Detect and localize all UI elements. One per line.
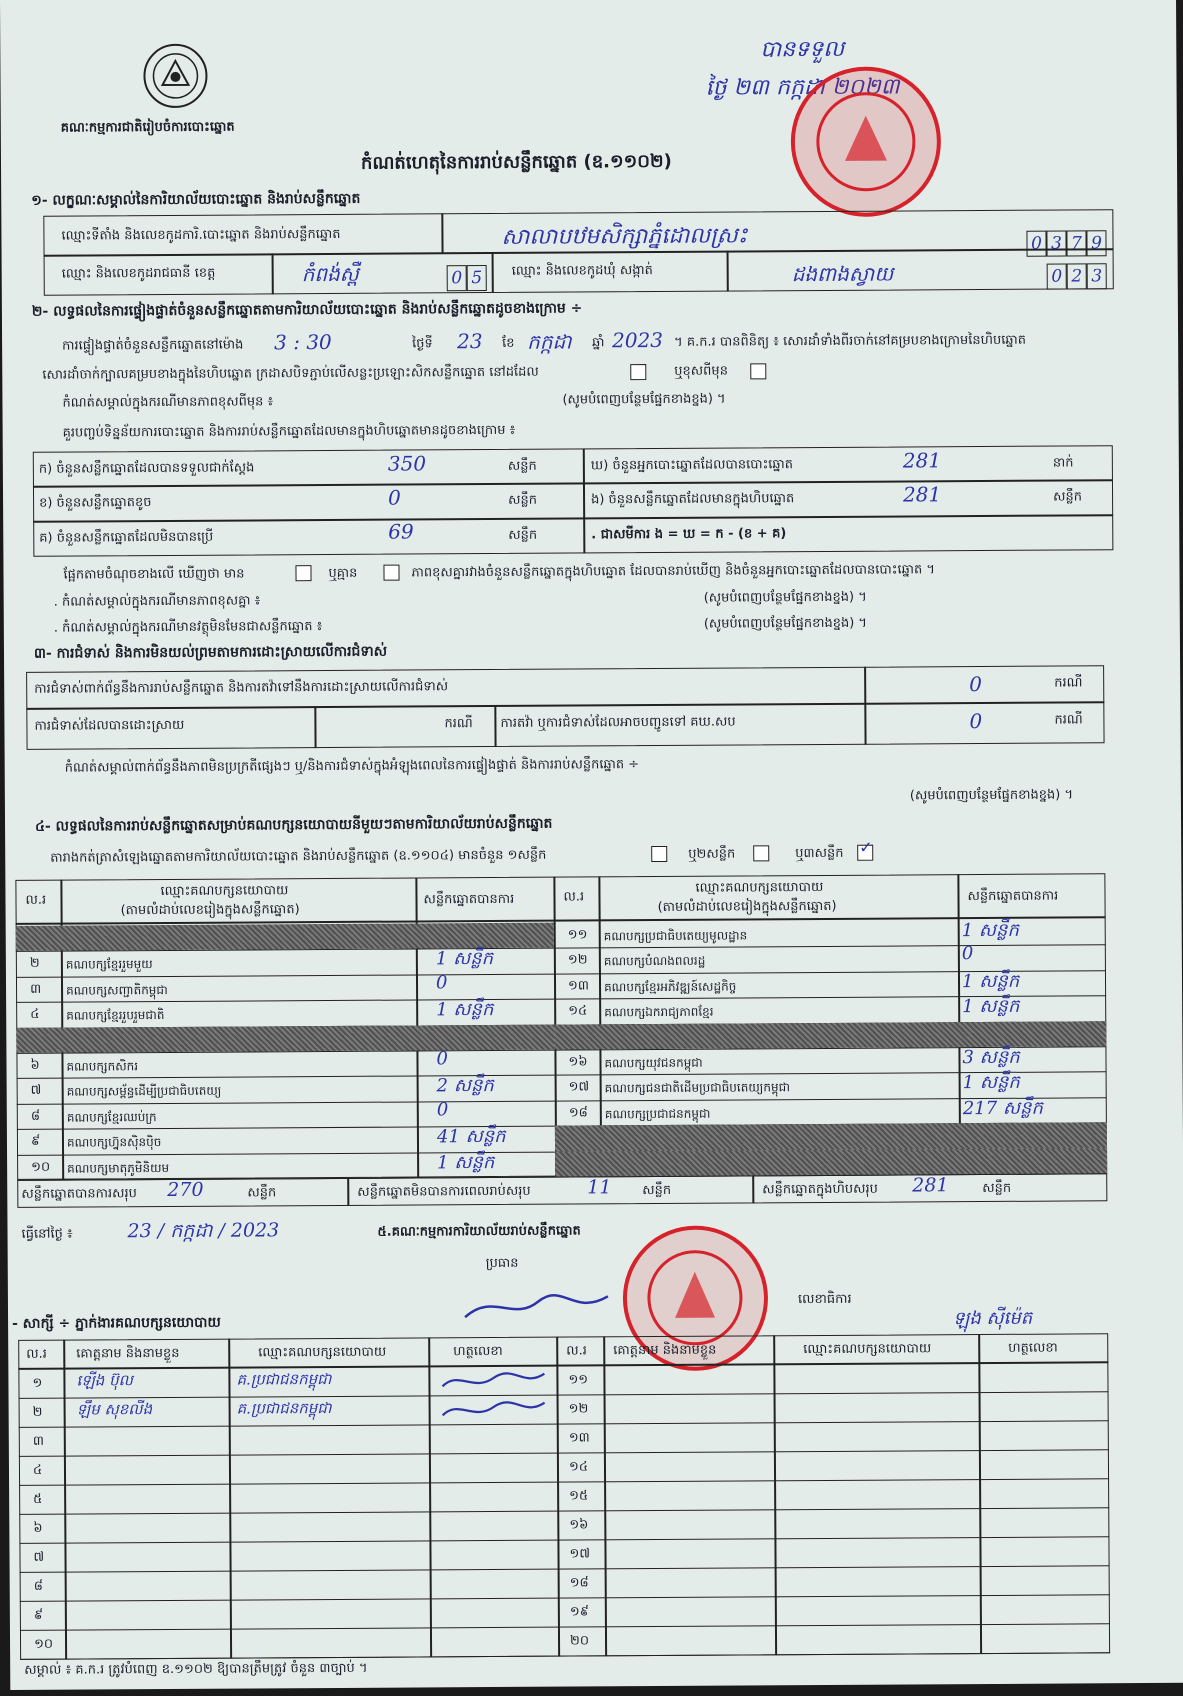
party-row-number: ១៤ <box>568 1003 588 1019</box>
done-label: ធ្វើនៅថ្ងៃ ៖ <box>21 1226 73 1242</box>
checkbox-1sheet[interactable] <box>651 846 667 862</box>
party-row-name: គណបក្សសញ្ជាតិកម្ពុជា <box>66 982 168 998</box>
w-th-name-right: គោត្តនាម និងនាមខ្លួន <box>613 1342 717 1359</box>
note1-b: (សូមបំពេញបន្ថែមផ្នែកខាងខ្នង) ។ <box>703 589 867 606</box>
shaded-row <box>554 1021 1106 1050</box>
org-name: គណៈកម្មការជាតិរៀបចំការបោះឆ្នោត <box>60 119 235 136</box>
total-valid-unit: សន្លឹក <box>247 1185 277 1201</box>
witness-row-number: ៨ <box>33 1578 43 1594</box>
w-th-no-right: ល.រ <box>566 1343 587 1359</box>
w-th-sign-left: ហត្ថលេខា <box>453 1343 503 1360</box>
sec4-line1-c: ឬ៣សន្លឹក <box>795 845 844 862</box>
party-row-number: ១៧ <box>568 1079 590 1095</box>
party-row-name: គណបក្សជនជាតិដើមប្រជាធិបតេយ្យកម្ពុជា <box>604 1080 791 1096</box>
witness-row-number: ២០ <box>569 1633 590 1649</box>
party-row-name: គណបក្សហ្វ៊ុនស៊ិនប៉ិច <box>66 1135 162 1150</box>
footer-note: សម្គាល់ ៖ គ.ក.រ ត្រូវបំពេញ ឧ.១១០២ ឱ្យបានត្រឹមត្រូវ ចំនួន ៣ច្បាប់ ។ <box>24 1660 368 1678</box>
witness-party: គ.ប្រជាជនកម្ពុជា <box>236 1370 332 1389</box>
witness-row-number: ១៥ <box>569 1488 589 1504</box>
party-row-name: គណបក្សខ្មែររួបរួមជាតិ <box>66 1008 165 1023</box>
witness-party: គ.ប្រជាជនកម្ពុជា <box>236 1399 332 1418</box>
diff-line: ផ្អែកតាមចំណុចខាងលើ ឃើញថា មាន <box>63 566 245 583</box>
witness-row-number: ១២ <box>568 1401 589 1417</box>
party-row-votes: 0 <box>961 943 974 965</box>
sec2-line2: សោរដាំចាក់ក្បាលគម្របខាងក្នុងនៃហិបឆ្នោត ក្រដាសបិទភ្ជាប់លើសន្លះប្រឡោះសិកសន្លឹកឆ្នោត នៅដដែល <box>42 364 539 383</box>
official-stamp-top <box>790 66 941 217</box>
party-row-number: ៧ <box>30 1083 42 1099</box>
sec2-heading: ២- លទ្ធផលនៃការផ្ទៀងផ្ទាត់ចំនួនសន្លឹកឆ្នោតតាមការិយាល័យបោះឆ្នោត និងរាប់សន្លឹកឆ្នោតដូចខាងក្រោម ÷ <box>31 300 583 320</box>
total-invalid-unit: សន្លឹក <box>642 1182 672 1199</box>
party-row-number: ៨ <box>30 1108 41 1124</box>
witness-row-number: ១៧ <box>569 1546 591 1562</box>
note2: . កំណត់សម្គាល់ក្នុងករណីមានវត្ថុមិនមែនជាសន្លឹកឆ្នោត ៖ <box>53 619 323 636</box>
party-row-name: គណបក្សខ្មែរអភិវឌ្ឍន៍សេដ្ឋកិច្ច <box>603 979 737 995</box>
w-th-party-right: ឈ្មោះគណបក្សនយោបាយ <box>803 1341 932 1358</box>
w-th-sign-right: ហត្ថលេខា <box>1008 1340 1058 1356</box>
witness-name: ឡើង ប៊ុល <box>76 1371 133 1390</box>
party-row-votes: 0 <box>436 1048 448 1070</box>
r2-code-0: 0 <box>447 265 467 291</box>
checkbox-3sheet[interactable]: ✓ <box>857 845 873 861</box>
witness-row-number: ៥ <box>33 1491 43 1507</box>
party-row-number: ១០ <box>31 1159 51 1175</box>
party-row-name: គណបក្សយុវជនកម្ពុជា <box>604 1055 703 1071</box>
witness-row-number: ២ <box>32 1404 43 1420</box>
shaded-row <box>555 1148 1107 1177</box>
sec4-line1: តារាងកត់ត្រាសំឡេងឆ្នោតតាមការិយាល័យបោះឆ្នោត និងរាប់សន្លឹកឆ្នោត (ឧ.១១០៤) មានចំនួន ១សន្លឹក <box>50 847 547 866</box>
secretary-label: លេខាធិការ <box>797 1291 852 1308</box>
r2-label: ឈ្មោះ និងលេខកូដរាជធានី ខេត្ត <box>61 265 216 282</box>
th-no-left: ល.រ <box>25 892 47 908</box>
party-row-number: ៩ <box>30 1133 41 1150</box>
party-row-number: ១២ <box>567 952 588 968</box>
sec3-row1-label: ការជំទាស់ពាក់ព័ន្ធនឹងការរាប់សន្លឹកឆ្នោត និងការតវ៉ាទៅនឹងការដោះស្រាយលើការជំទាស់ <box>34 679 449 697</box>
formula: . ជាសមីការ ង = ឃ = ក - (ខ + គ) <box>591 526 787 543</box>
th-party-left-sub: (តាមលំដាប់លេខរៀងក្នុងសន្លឹកឆ្នោត) <box>120 902 300 919</box>
w-th-no-left: ល.រ <box>26 1346 47 1362</box>
witness-name: ឡឹម សុខលីង <box>76 1400 153 1419</box>
stamp-seal-icon <box>794 70 937 213</box>
ko-value: 69 <box>388 519 414 544</box>
total-valid-label: សន្លឹកឆ្នោតបានការសរុប <box>21 1186 137 1202</box>
party-row-name: គណបក្សកសិករ <box>66 1059 139 1074</box>
total-valid-value: 270 <box>167 1178 204 1202</box>
kg-unit: នាក់ <box>1052 455 1074 471</box>
party-row-number: ៤ <box>30 1006 40 1023</box>
diff-line-b: ឬគ្មាន <box>328 565 358 582</box>
w-th-party-left: ឈ្មោះគណបក្សនយោបាយ <box>258 1344 387 1361</box>
party-row-votes: 41 សន្លឹក <box>436 1126 506 1148</box>
th-party-right-sub: (តាមលំដាប់លេខរៀងក្នុងសន្លឹកឆ្នោត) <box>657 898 837 916</box>
sec4-line1-b: ឬ២សន្លឹក <box>688 846 736 862</box>
witness-row-number: ៦ <box>33 1520 43 1536</box>
chair-signature-icon <box>463 1286 613 1327</box>
sec3-row1-value: 0 <box>969 672 983 697</box>
party-row-votes: 1 សន្លឹក <box>437 1151 495 1173</box>
sec3-note: កំណត់សម្គាល់ពាក់ព័ន្ធនឹងភាពមិនប្រក្រតីផ្សេងៗ ឬ/និងការជំទាស់ក្នុងអំឡុងពេលនៃការផ្ទៀងផ្ទាត់ និងការរាប់សន្លឹកឆ្នោត ÷ <box>64 757 640 776</box>
party-row-name: គណបក្សបំណងពលរដ្ឋ <box>603 954 706 969</box>
th-party-left: ឈ្មោះគណបក្សនយោបាយ <box>160 883 289 900</box>
r1-label: ឈ្មោះទីតាំង និងលេខកូដការិ.បោះឆ្នោត និងរាប់សន្លឹកឆ្នោត <box>61 226 341 244</box>
party-row-name: គណបក្សឯករាជ្យភាពខ្មែរ <box>604 1004 714 1020</box>
party-row-number: ២ <box>29 956 40 972</box>
kh-unit: សន្លឹក <box>508 492 538 508</box>
shaded-row <box>16 1024 554 1053</box>
witness-row-number: ១៦ <box>569 1517 589 1533</box>
sec3-row2-mid: ករណី <box>444 716 473 732</box>
received-date: ថ្ងៃ ២៣ កក្កដា ២០២៣ <box>705 74 900 101</box>
done-date: 23 / កក្កដា / 2023 <box>127 1219 280 1243</box>
sec2-line2-b: ឬខុសពីមុន <box>674 363 728 379</box>
th-votes-right: សន្លឹកឆ្នោតបានការ <box>967 888 1059 905</box>
party-row-votes: 1 សន្លឹក <box>435 948 494 970</box>
total-invalid-label: សន្លឹកឆ្នោតមិនបានការពេលរាប់សរុប <box>357 1183 531 1200</box>
total-invalid-value: 11 <box>587 1176 612 1199</box>
party-row-votes: 1 សន្លឹក <box>962 1072 1020 1094</box>
kh-label: ខ) ចំនួនសន្លឹកឆ្នោតខូច <box>39 495 152 511</box>
witness-row-number: ៤ <box>32 1462 43 1478</box>
witness-row-number: ៩ <box>33 1607 44 1623</box>
r2-commune-label: ឈ្មោះ និងលេខកូដឃុំ សង្កាត់ <box>511 263 653 279</box>
sec3-row2-label-b: ការតវ៉ា ឬការជំទាស់ដែលអាចបញ្ជូនទៅ គឃ.សប <box>500 714 736 731</box>
w-th-name-left: គោត្តនាម និងនាមខ្លួន <box>76 1345 180 1362</box>
party-row-name: គណបក្សសម្ព័ន្ធដើម្បីប្រជាធិបតេយ្យ <box>66 1084 222 1100</box>
nec-emblem-icon <box>140 41 210 111</box>
th-party-right: ឈ្មោះគណបក្សនយោបាយ <box>695 879 824 896</box>
ko-label: គ) ចំនួនសន្លឹកឆ្នោតដែលមិនបានប្រើ <box>39 529 214 546</box>
r2-commune-code-0: 0 <box>1047 263 1067 289</box>
r2-code-1: 5 <box>467 265 487 291</box>
total-box-unit: សន្លឹក <box>982 1180 1012 1197</box>
ng-value: 281 <box>902 482 942 507</box>
sec3-note-b: (សូមបំពេញបន្ថែមផ្នែកខាងខ្នង) ។ <box>909 787 1074 804</box>
witness-table <box>18 1333 1110 1660</box>
witness-row-number: ១៤ <box>568 1459 589 1475</box>
note1: . កំណត់សម្គាល់ក្នុងករណីមានភាពខុសគ្នា ៖ <box>53 593 261 610</box>
party-row-votes: 1 សន្លឹក <box>436 999 494 1021</box>
party-row-name: គណបក្សប្រជាធិបតេយ្យមូលដ្ឋាន <box>603 928 748 944</box>
witness-row-number: ១៩ <box>569 1604 589 1620</box>
witness-row-number: ១១ <box>568 1372 589 1388</box>
party-row-number: ១៦ <box>568 1054 588 1070</box>
sec4-heading: ៤- លទ្ធផលនៃការរាប់សន្លឹកឆ្នោតសម្រាប់គណបក្សនយោបាយនីមួយៗតាមការិយាល័យរាប់សន្លឹកឆ្នោត <box>35 815 553 835</box>
r2-commune-code-1: 2 <box>1067 263 1087 289</box>
witness-signature-icon <box>438 1368 548 1395</box>
witness-row-number: ១៨ <box>569 1575 589 1591</box>
party-row-votes: 1 សន្លឹក <box>961 919 1019 942</box>
party-row-votes: 3 សន្លឹក <box>962 1046 1020 1069</box>
r2-value: កំពង់ស្ពឺ <box>301 261 359 287</box>
witness-row-number: ១០ <box>33 1636 54 1652</box>
kh-value: 0 <box>387 485 401 510</box>
party-row-name: គណបក្សប្រជាជនកម្ពុជា <box>604 1106 711 1122</box>
sec3-row1-unit: ករណី <box>1054 675 1083 691</box>
k-label: ក) ចំនួនសន្លឹកឆ្នោតដែលបានទទួលជាក់ស្តែង <box>38 460 255 477</box>
diff-line-c: ភាពខុសគ្នារវាងចំនួនសន្លឹកឆ្នោតក្នុងហិបឆ្នោត ដែលបានរាប់ឃើញ និងចំនួនអ្នកបោះឆ្នោតដែលបានបោះឆ្នោត ។ <box>411 562 935 581</box>
party-row-name: គណបក្សខ្មែររួមមួយ <box>65 957 153 973</box>
party-row-name: គណបក្សមាតុភូមិនិយម <box>67 1160 170 1176</box>
document-page: គណៈកម្មការជាតិរៀបចំការបោះឆ្នោត កំណត់ហេតុនៃការរាប់សន្លឹកឆ្នោត (ឧ.១១០២) បានទទួល ថ្ងៃ ២៣ កក្កដា ២០២៣ ១- លក្ខណៈសម្គាល់នៃការិយាល័យបោះឆ្នោត និងរាប់សន្លឹកឆ្នោត ឈ្មោះទីតាំង និងលេខកូដការិ.បោះឆ្នោត និងរាប់សន្លឹកឆ្នោត សាលាបឋមសិក្សាភ្នំដោលស្រះ 0 3 7 9 ឈ្មោះ និងលេខកូដរាជធានី ខេត្ត កំពង់ស្ពឺ 0 5 ឈ្មោះ និងលេខកូដឃុំ សង្កាត់ ដងពាងស្វាយ 0 2 3 ២- លទ្ធផលនៃការផ្ទៀងផ្ទាត់ចំនួនសន្លឹកឆ្នោតតាមការិយាល័យបោះឆ្នោត និងរាប់សន្លឹកឆ្នោតដូចខាងក្រោម ÷ ការផ្ទៀងផ្ទាត់ចំនួនសន្លឹកឆ្នោតនៅម៉ោង 3 : 30 ថ្ងៃទី 23 ខែ កក្កដា ឆ្នាំ 2023 ។ គ.ក.រ បានពិនិត្យ ៖ សោរដាំទាំងពីរចាក់នៅគម្របខាងក្រោមនៃហិបឆ្នោត សោរដាំចាក់ក្បាលគម្របខាងក្នុងនៃហិបឆ្នោត ក្រដាសបិទភ្ជាប់លើសន្លះប្រឡោះសិកសន្លឹកឆ្នោត នៅដដែល ឬខុសពីមុន កំណត់សម្គាល់ក្នុងករណីមានភាពខុសពីមុន ៖ (សូមបំពេញបន្ថែមផ្នែកខាងខ្នង) ។ គួរបញ្ចប់ទិន្នន័យការបោះឆ្នោត និងការរាប់សន្លឹកឆ្នោតដែលមានក្នុងហិបឆ្នោតមានដូចខាងក្រោម ៖ ក) ចំនួនសន្លឹកឆ្នោតដែលបានទទួលជាក់ស្តែង 350 សន្លឹក ខ) ចំនួនសន្លឹកឆ្នោតខូច 0 សន្លឹក គ) ចំនួនសន្លឹកឆ្នោតដែលមិនបានប្រើ 69 សន្លឹក ឃ) ចំនួនអ្នកបោះឆ្នោតដែលបានបោះឆ្នោត 281 នាក់ ង) ចំនួនសន្លឹកឆ្នោតដែលមានក្នុងហិបឆ្នោត 281 សន្លឹក . ជាសមីការ ង = ឃ = ក - (ខ + គ) ផ្អែកតាមចំណុចខាងលើ ឃើញថា មាន ឬគ្មាន ភាពខុសគ្នារវាងចំនួនសន្លឹកឆ្នោតក្នុងហិបឆ្នោត ដែលបានរាប់ឃើញ និងចំនួនអ្នកបោះឆ្នោតដែលបានបោះឆ្នោត ។ . កំណត់សម្គាល់ក្នុងករណីមានភាពខុសគ្នា ៖ (សូមបំពេញបន្ថែមផ្នែកខាងខ្នង) ។ . កំណត់សម្គាល់ក្នុងករណីមានវត្ថុមិនមែនជាសន្លឹកឆ្នោត ៖ (សូមបំពេញបន្ថែមផ្នែកខាងខ្នង) ។ ៣- ការជំទាស់ និងការមិនយល់ព្រមតាមការដោះស្រាយលើការជំទាស់ ការជំទាស់ពាក់ព័ន្ធនឹងការរាប់សន្លឹកឆ្នោត និងការតវ៉ាទៅនឹងការដោះស្រាយលើការជំទាស់ 0 ករណី ការជំទាស់ដែលបានដោះស្រាយ ករណី ការតវ៉ា ឬការជំទាស់ដែលអាចបញ្ជូនទៅ គឃ.សប 0 ករណី កំណត់សម្គាល់ពាក់ព័ន្ធនឹងភាពមិនប្រក្រតីផ្សេងៗ ឬ/និងការជំទាស់ក្នុងអំឡុងពេលនៃការផ្ទៀងផ្ទាត់ និងការរាប់សន្លឹកឆ្នោត ÷ (សូមបំពេញបន្ថែមផ្នែកខាងខ្នង) ។ ៤- លទ្ធផលនៃការរាប់សន្លឹកឆ្នោតសម្រាប់គណបក្សនយោបាយនីមួយៗតាមការិយាល័យរាប់សន្លឹកឆ្នោត តារាងកត់ត្រាសំឡេងឆ្នោតតាមការិយាល័យបោះឆ្នោត និងរាប់សន្លឹកឆ្នោត (ឧ.១១០៤) មានចំនួន ១សន្លឹក ឬ២សន្លឹក ឬ៣សន្លឹក ✓ ល.រ ឈ្មោះគណបក្សនយោបាយ (តាមលំដាប់លេខរៀងក្នុងសន្លឹកឆ្នោត) សន្លឹកឆ្នោតបានការ ល.រ ឈ្មោះគណបក្សនយោបាយ (តាមលំដាប់លេខរៀងក្នុងសន្លឹកឆ្នោត) សន្លឹកឆ្នោតបានការ ២ គណបក្សខ្មែររួមមួយ 1 សន្លឹក ៣ គណបក្សសញ្ជាតិកម្ពុជា 0 ៤ គណបក្សខ្មែររួបរួមជាតិ 1 សន្លឹក ៦ គណបក្សកសិករ 0 ៧ គណបក្សសម្ព័ន្ធដើម្បីប្រជាធិបតេយ្យ 2 សន្លឹក ៨ គណបក្សខ្មែរឈប់ក្រ 0 ៩ គណបក្សហ្វ៊ុនស៊ិនប៉ិច 41 សន្លឹក ១០ គណបក្សមាតុភូមិនិយម 1 សន្លឹក ១១ គណបក្សប្រជាធិបតេយ្យមូលដ្ឋាន 1 សន្លឹក ១២ គណបក្សបំណងពលរដ្ឋ 0 ១៣ គណបក្សខ្មែរអភិវឌ្ឍន៍សេដ្ឋកិច្ច 1 សន្លឹក ១៤ គណបក្សឯករាជ្យភាពខ្មែរ 1 សន្លឹក ១៦ គណបក្សយុវជនកម្ពុជា 3 សន្លឹក ១៧ គណបក្សជនជាតិដើមប្រជាធិបតេយ្យកម្ពុជា 1 សន្លឹក ១៨ គណបក្សប្រជាជនកម្ពុជា 217 សន្លឹក សន្លឹកឆ្នោតបានការសរុប 270 សន្លឹក សន្លឹកឆ្នោតមិនបានការពេលរាប់សរុប 11 សន្លឹក សន្លឹកឆ្នោតក្នុងហិបសរុប 281 សន្លឹក ធ្វើនៅថ្ងៃ ៖ 23 / កក្កដា / 2023 ៥.គណៈកម្មការការិយាល័យរាប់សន្លឹកឆ្នោត ប្រធាន លេខាធិការ ឡុង ស៊ីម៉េត - សាក្សី ÷ ភ្នាក់ងារគណបក្សនយោបាយ ល.រ គោត្តនាម និងនាមខ្លួន ឈ្មោះគណបក្សនយោបាយ ហត្ថលេខា ល.រ គោត្តនាម និងនាមខ្លួន ឈ្មោះគណបក្សនយោបាយ ហត្ថលេខា ១ ១១ ឡើង ប៊ុល គ.ប្រជាជនកម្ពុជា ២ ១២ ឡឹម សុខលីង គ.ប្រជាជនកម្ពុជា ៣ ១៣ ៤ ១៤ ៥ ១៥ ៦ ១៦ ៧ ១៧ ៨ ១៨ ៩ ១៩ ១០ ២០ សម្គាល់ ៖ គ.ក.រ ត្រូវបំពេញ ឧ.១១០២ ឱ្យបានត្រឹមត្រូវ ចំនួន ៣ច្បាប់ ។ <box>0 0 1183 1690</box>
sec3-row2-label: ការជំទាស់ដែលបានដោះស្រាយ <box>34 717 185 734</box>
witness-row-number: ១៣ <box>568 1430 590 1446</box>
witness-row-number: ១ <box>32 1375 43 1391</box>
party-row-name: គណបក្សខ្មែរឈប់ក្រ <box>66 1109 157 1125</box>
party-row-votes: 2 សន្លឹក <box>436 1075 494 1097</box>
total-box-label: សន្លឹកឆ្នោតក្នុងហិបសរុប <box>762 1181 878 1198</box>
party-row-votes: 217 សន្លឹក <box>962 1097 1043 1119</box>
party-row-votes: 0 <box>435 972 448 994</box>
sec3-row2-value: 0 <box>969 709 983 734</box>
r1-value: សាលាបឋមសិក្សាភ្នំដោលស្រះ <box>501 223 748 250</box>
kg-label: ឃ) ចំនួនអ្នកបោះឆ្នោតដែលបានបោះឆ្នោត <box>590 457 794 474</box>
shaded-row <box>555 1122 1107 1151</box>
party-row-number: ១១ <box>567 927 588 943</box>
r2-commune-code-2: 3 <box>1087 263 1107 289</box>
checkbox-changed[interactable] <box>750 363 766 379</box>
chair-label: ប្រធាន <box>485 1255 519 1272</box>
sec2-line3: កំណត់សម្គាល់ក្នុងករណីមានភាពខុសពីមុន ៖ <box>62 394 274 411</box>
received-note: បានទទួល <box>760 36 845 63</box>
sec2-line4: គួរបញ្ចប់ទិន្នន័យការបោះឆ្នោត និងការរាប់សន្លឹកឆ្នោតដែលមានក្នុងហិបឆ្នោតមានដូចខាងក្រោម ៖ <box>62 422 516 441</box>
witness-row-number: ៣ <box>32 1433 44 1449</box>
sec3-row2-unit: ករណី <box>1054 712 1083 728</box>
sec6-heading: - សាក្សី ÷ ភ្នាក់ងារគណបក្សនយោបាយ <box>12 1314 221 1332</box>
checkbox-has-diff[interactable] <box>295 565 311 581</box>
checkbox-same[interactable] <box>630 364 646 380</box>
party-row-number: ៣ <box>29 981 42 997</box>
party-row-number: ១៨ <box>568 1105 588 1121</box>
party-row-votes: 1 សន្លឹក <box>962 995 1020 1018</box>
party-row-votes: 1 សន្លឹក <box>961 970 1020 992</box>
kg-value: 281 <box>902 448 942 473</box>
k-value: 350 <box>387 451 427 476</box>
total-box-value: 281 <box>912 1174 949 1197</box>
witness-signature-icon <box>439 1397 549 1424</box>
sec1-heading: ១- លក្ខណៈសម្គាល់នៃការិយាល័យបោះឆ្នោត និងរាប់សន្លឹកឆ្នោត <box>31 190 361 209</box>
checkbox-no-diff[interactable] <box>383 565 399 581</box>
party-row-votes: 0 <box>436 1099 449 1121</box>
r2-commune-value: ដងពាងស្វាយ <box>791 261 894 287</box>
party-row-number: ៦ <box>30 1057 40 1073</box>
sec3-heading: ៣- ការជំទាស់ និងការមិនយល់ព្រមតាមការដោះស្រាយលើការជំទាស់ <box>33 643 388 662</box>
witness-row-number: ៧ <box>33 1549 45 1565</box>
checkbox-2sheet[interactable] <box>753 845 769 861</box>
sec2-line3-b: (សូមបំពេញបន្ថែមផ្នែកខាងខ្នង) ។ <box>562 391 726 408</box>
ko-unit: សន្លឹក <box>508 527 538 543</box>
k-unit: សន្លឹក <box>507 458 537 474</box>
ng-unit: សន្លឹក <box>1053 489 1082 505</box>
th-no-right: ល.រ <box>563 889 585 905</box>
th-votes-left: សន្លឹកឆ្នោតបានការ <box>423 891 515 908</box>
party-row-number: ១៣ <box>567 978 590 994</box>
secretary-name: ឡុង ស៊ីម៉េត <box>953 1307 1033 1330</box>
form-title: កំណត់ហេតុនៃការរាប់សន្លឹកឆ្នោត (ឧ.១១០២) <box>360 150 672 174</box>
committee-label: ៥.គណៈកម្មការការិយាល័យរាប់សន្លឹកឆ្នោត <box>377 1223 581 1240</box>
ng-label: ង) ចំនួនសន្លឹកឆ្នោតដែលមានក្នុងហិបឆ្នោត <box>591 491 795 508</box>
note2-b: (សូមបំពេញបន្ថែមផ្នែកខាងខ្នង) ។ <box>703 615 868 632</box>
